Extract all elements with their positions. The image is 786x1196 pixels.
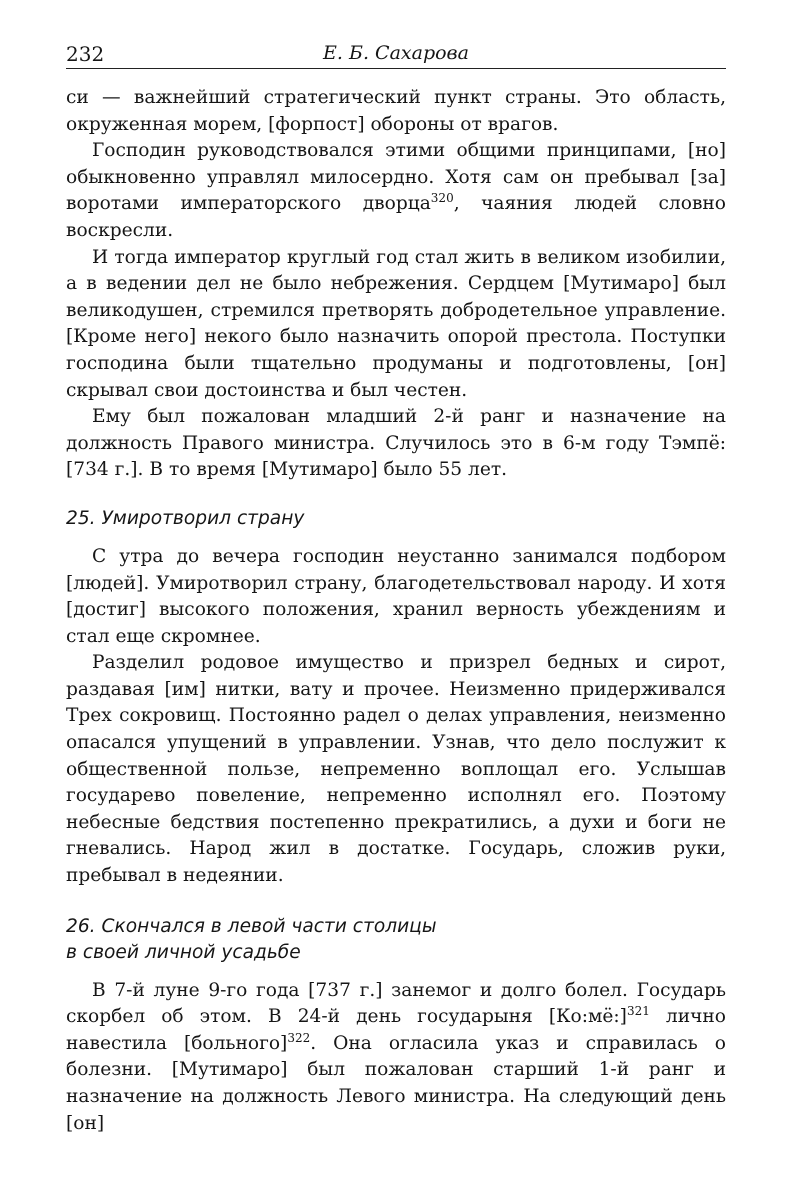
paragraph: Разделил родовое имущество и призрел бедных и сирот, раздавая [им] нитки, вату и прочее. Неизменно придерживался Трех сокровищ. Постоянно радел о делах управления, неизменно опасался упущений в управлении. Узнав, что дело послужит к общественной пользе, непременно воплощал его. Услышав государево повеление, непременно исполнял его. Поэтому небесные бедствия постепенно прекратились, а духи и боги не гневались. Народ жил в достатке. Государь, сложив руки, пребывал в недеянии. xyxy=(66,652,726,887)
paragraph xyxy=(66,138,726,244)
section-heading: 25. Умиротворил страну xyxy=(66,507,305,529)
section-heading-line: в своей личной усадьбе xyxy=(66,941,301,963)
page-header xyxy=(66,38,726,69)
paragraph-text: Господин руководствовался этими общими принципами, [но] обыкновенно управлял милосердно. Хотя сам он пребывал [за] воротами императорского дворца xyxy=(66,140,726,215)
paragraph-text: , чаяния людей словно воскресли. xyxy=(66,193,726,241)
footnote-marker: 321 xyxy=(626,1004,650,1019)
paragraph: С утра до вечера господин неустанно занимался подбором [людей]. Умиротворил страну, благодетельствовал народу. И хотя [достиг] высокого положения, хранил верность убеждениям и стал еще скромнее. xyxy=(66,545,726,647)
paragraph-continued: си — важнейший стратегический пункт страны. Это область, окруженная морем, [форпост] обороны от врагов. xyxy=(66,87,726,135)
footnote-marker: 320 xyxy=(430,191,454,206)
paragraph-text: В 7-й луне 9-го года [737 г.] занемог и долго болел. Государь скорбел об этом. В 24-й день государыня [Ко:мё:] xyxy=(66,979,726,1028)
book-page xyxy=(66,38,726,1137)
section-heading xyxy=(66,914,726,966)
page-number: 232 xyxy=(66,42,105,66)
section-heading-line: 26. Скончался в левой части столицы xyxy=(66,915,437,937)
paragraph: Ему был пожалован младший 2-й ранг и назначение на должность Правого министра. Случилось это в 6-м году Тэмпё: [734 г.]. В то время [Мутимаро] было 55 лет. xyxy=(66,406,726,481)
paragraph: И тогда император круглый год стал жить в великом изобилии, а в ведении дел не было небрежения. Сердцем [Мутимаро] был великодушен, стремился претворять добродетельное управление. [Кроме него] некого было назначить опорой престола. Поступки господина были тщательно продуманы и подготовлены, [он] скрывал свои достоинства и был честен. xyxy=(66,246,726,401)
page-body xyxy=(66,85,726,1137)
footnote-marker: 322 xyxy=(287,1030,311,1045)
paragraph-text: лично навестила [больного] xyxy=(66,1006,727,1054)
paragraph xyxy=(66,978,726,1138)
paragraph-text: . Она огласила указ и справилась о болезни. [Мутимаро] был пожалован старший 1-й ранг и назначение на должность Левого министра. На следующий день [он] xyxy=(66,1032,726,1134)
running-title: Е. Б. Сахарова xyxy=(323,42,469,64)
